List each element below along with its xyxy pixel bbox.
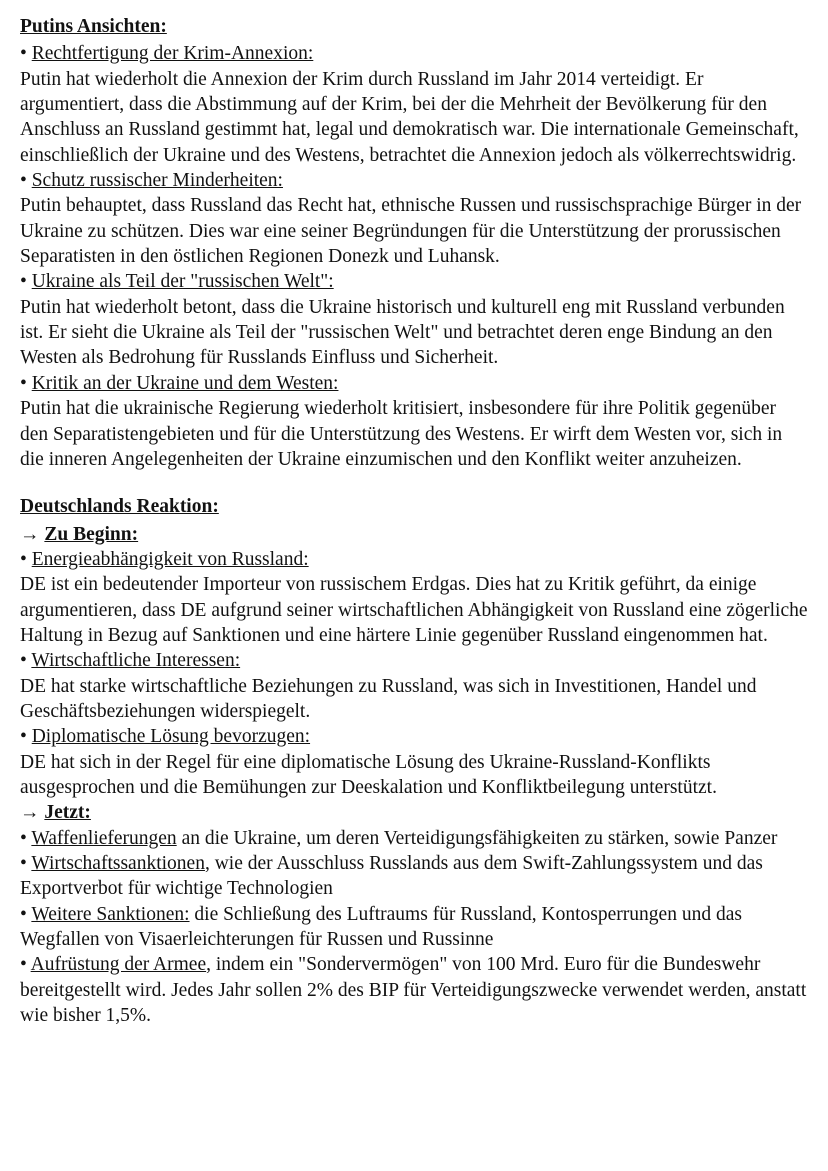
section-putins-ansichten — [20, 14, 808, 472]
section-title: Deutschlands Reaktion: — [20, 496, 219, 518]
bullet-body: Putin hat wiederholt betont, dass die Ukraine historisch und kulturell eng mit Russland verbunden ist. Er sieht die Ukraine als Teil der "russischen Welt" und betrachtet deren enge Bindung an den Westen als Bedrohung für Russlands Einfluss und Sicherheit. — [20, 296, 785, 369]
bullet-marker: • — [20, 954, 31, 976]
bullet-heading — [20, 371, 808, 396]
bullet-marker: • — [20, 271, 32, 293]
bullet-marker: • — [20, 903, 32, 925]
bullet-heading-text: Kritik an der Ukraine und dem Westen: — [31, 372, 339, 394]
bullet-heading-text: Energieabhängigkeit von Russland: — [31, 548, 309, 570]
bullet-heading-text: Wirtschaftliche Interessen: — [31, 650, 241, 672]
bullet-block — [20, 269, 808, 370]
arrow-icon: → — [20, 802, 45, 824]
bullet-heading — [20, 547, 808, 572]
list-item-text: die Schließung des Luftraums für Russland, Kontosperrungen und das Wegfallen von Visaerleichterungen für Russen und Russinne — [20, 903, 742, 951]
bullet-heading-text: Ukraine als Teil der "russischen Welt": — [31, 271, 334, 293]
bullet-block — [20, 168, 808, 269]
section-deutschlands-reaktion — [20, 494, 808, 1028]
bullet-heading — [20, 168, 808, 193]
list-item-keyword: Waffenlieferungen — [31, 827, 177, 849]
bullet-block — [20, 547, 808, 648]
list-item-keyword: Weitere Sanktionen: — [31, 903, 190, 925]
arrow-heading-text: Zu Beginn: — [44, 523, 139, 545]
list-item-text: an die Ukraine, um deren Verteidigungsfähigkeiten zu stärken, sowie Panzer — [176, 827, 778, 849]
bullet-marker: • — [20, 650, 32, 672]
list-item-keyword: Aufrüstung der Armee — [30, 954, 207, 976]
bullet-marker: • — [20, 43, 32, 65]
list-item-text: , indem ein "Sondervermögen" von 100 Mrd. Euro für die Bundeswehr bereitgestellt wird. Jedes Jahr sollen 2% des BIP für Verteidigungszwecke verwendet werden, anstatt wie bisher 1,5%. — [20, 954, 807, 1027]
arrow-heading-text: Jetzt: — [44, 802, 91, 824]
bullet-heading-text: Rechtfertigung der Krim-Annexion: — [31, 43, 314, 65]
bullet-body: DE hat starke wirtschaftliche Beziehungen zu Russland, was sich in Investitionen, Handel und Geschäftsbeziehungen widerspiegelt. — [20, 675, 757, 722]
bullet-body: DE ist ein bedeutender Importeur von russischem Erdgas. Dies hat zu Kritik geführt, da einige argumentieren, dass DE aufgrund seiner wirtschaftlichen Abhängigkeit von Russland eine zögerliche Haltung in Bezug auf Sanktionen und eine härtere Linie gegenüber Russland eingenommen hat. — [20, 574, 808, 646]
bullet-marker: • — [20, 372, 32, 394]
list-item-keyword: Wirtschaftssanktionen — [31, 853, 205, 874]
bullet-heading-text: Schutz russischer Minderheiten: — [31, 170, 283, 192]
list-item — [20, 851, 808, 902]
bullet-body: Putin hat wiederholt die Annexion der Krim durch Russland im Jahr 2014 verteidigt. Er argumentiert, dass die Abstimmung auf der Krim, bei der die Mehrheit der Bevölkerung für den Anschluss an Russland gestimmt hat, legal und demokratisch war. Die internationale Gemeinschaft, einschließlich der Ukraine und des Westens, betrachtet die Annexion jedoch als völkerrechtswidrig. — [20, 68, 799, 166]
bullet-heading-text: Diplomatische Lösung bevorzugen: — [31, 726, 311, 748]
list-item — [20, 826, 808, 851]
list-item-text: , wie der Ausschluss Russlands aus dem Swift-Zahlungssystem und das Exportverbot für wichtige Technologien — [20, 853, 763, 900]
arrow-heading-zu-beginn — [20, 522, 808, 547]
bullet-marker: • — [20, 726, 32, 748]
bullet-heading — [20, 41, 808, 66]
bullet-body: DE hat sich in der Regel für eine diplomatische Lösung des Ukraine-Russland-Konflikts ausgesprochen und die Bemühungen zur Deeskalation und Konfliktbeilegung unterstützt. — [20, 751, 717, 798]
bullet-marker: • — [20, 548, 32, 570]
bullet-heading — [20, 648, 808, 673]
section-spacer — [20, 472, 808, 494]
list-item — [20, 952, 808, 1028]
bullet-heading — [20, 724, 808, 749]
bullet-marker: • — [20, 853, 32, 874]
bullet-marker: • — [20, 170, 32, 192]
bullet-heading — [20, 269, 808, 294]
bullet-block — [20, 41, 808, 168]
arrow-heading-jetzt — [20, 800, 808, 825]
bullet-body: Putin behauptet, dass Russland das Recht hat, ethnische Russen und russischsprachige Bürger in der Ukraine zu schützen. Dies war eine seiner Begründungen für die Unterstützung der prorussischen Separatisten in den östlichen Regionen Donezk und Luhansk. — [20, 195, 802, 268]
bullet-marker: • — [20, 827, 32, 849]
bullet-block — [20, 648, 808, 724]
section-title: Putins Ansichten: — [20, 16, 167, 37]
bullet-block — [20, 371, 808, 472]
list-item — [20, 902, 808, 953]
bullet-block — [20, 724, 808, 800]
bullet-body: Putin hat die ukrainische Regierung wiederholt kritisiert, insbesondere für ihre Politik gegenüber den Separatistengebieten und für die Unterstützung des Westens. Er wirft dem Westen vor, sich in die inneren Angelegenheiten der Ukraine einzumischen und den Konflikt weiter anzuheizen. — [20, 398, 783, 470]
arrow-icon: → — [20, 523, 45, 545]
